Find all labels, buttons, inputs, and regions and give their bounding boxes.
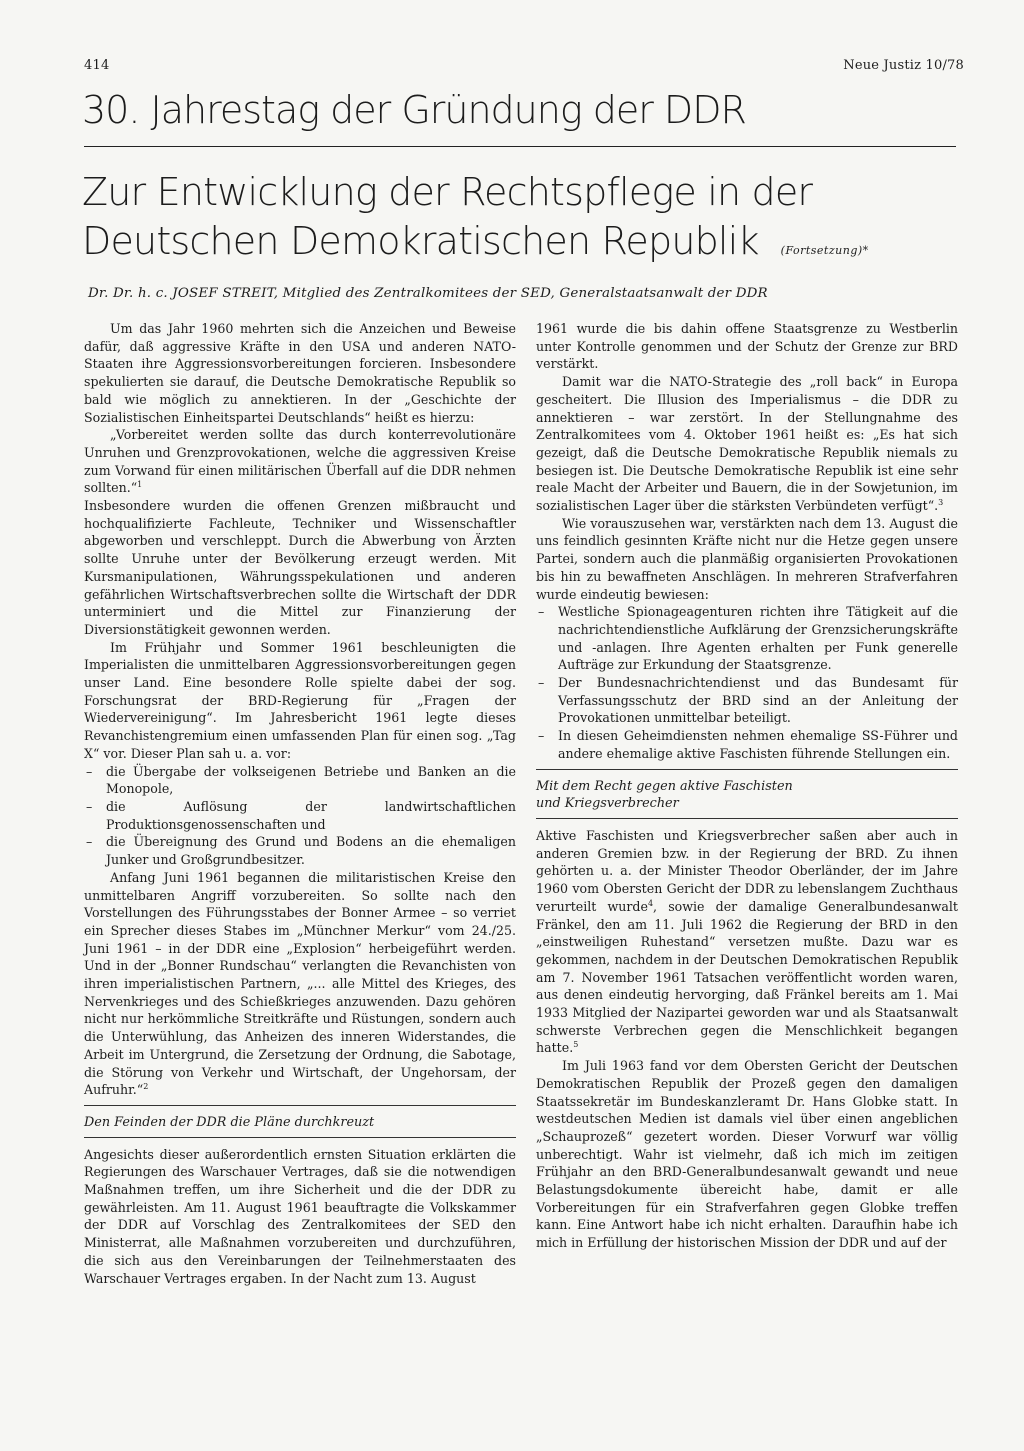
paragraph: Insbesondere wurden die offenen Grenzen mißbraucht und hochqualifizierte Fachleute, Techniker und Wissenschaftler abgeworben und verschleppt. Durch die Abwerbung von Ärzten sollte Unruhe unter der Bevölkerung erzeugt werden. Mit Kursmanipulationen, Währungsspekulationen und anderen gefährlichen Wirtschaftsverbrechen sollte die Wirtschaft der DDR unterminiert und die Mittel zur Finanzierung der Diversionstätigkeit gewonnen werden. [84, 498, 516, 637]
list-item: – In diesen Geheimdiensten nehmen ehemalige SS-Führer und andere ehemalige aktive Faschisten führende Stellungen ein. [536, 727, 958, 762]
right-column [536, 320, 958, 1252]
paragraph-text: , sowie der damalige Generalbundesanwalt Fränkel, den am 11. Juli 1962 die Regierung der BRD in den „einstweiligen Ruhestand“ versetzen mußte. Dazu war es gekommen, nachdem in der Deutschen Demokratischen Republik am 7. November 1961 Tatsachen veröffentlicht worden waren, aus denen eindeutig hervorging, daß Fränkel bereits am 1. Mai 1933 Mitglied der Nazipartei geworden war und als Staatsanwalt schwerste Verbrechen gegen die Menschlichkeit begangen hatte. [536, 898, 958, 1056]
paragraph: Im Juli 1963 fand vor dem Obersten Gericht der Deutschen Demokratischen Republik der Prozeß gegen den damaligen Staatssekretär im Bundeskanzleramt Dr. Hans Globke statt. In westdeutschen Medien ist damals viel über einen angeblichen „Schauprozeß“ gezetert worden. Dieser Vorwurf war völlig unberechtigt. Wahr ist vielmehr, daß ich mich im zeitigen Frühjahr an den BRD-Generalbundesanwalt gewandt und neue Belastungsdokumente übereicht habe, damit er alle Vorbereitungen für ein Strafverfahren gegen Globke treffen kann. Eine Antwort habe ich nicht erhalten. Daraufhin habe ich mich in Erfüllung der historischen Mission der DDR und auf der [536, 1058, 958, 1251]
continued-note: (Fortsetzung)* [780, 244, 869, 257]
paragraph: Wie vorauszusehen war, verstärkten nach dem 13. August die uns feindlich gesinnten Kräfte nicht nur die Hetze gegen unsere Partei, sondern auch die planmäßig organisierten Provokationen bis hin zu bewaffneten Anschlägen. In mehreren Strafverfahren wurde eindeutig bewiesen: [536, 515, 958, 602]
plan-list [84, 763, 516, 869]
footnote-ref: 3 [938, 498, 944, 508]
running-header [84, 58, 964, 73]
footnote-ref: 5 [573, 1040, 579, 1050]
paragraph: Im Frühjahr und Sommer 1961 beschleunigten die Imperialisten die unmittelbaren Aggressionsvorbereitungen gegen unser Land. Eine besondere Rolle spielte dabei der sog. Forschungsrat der BRD-Regierung für „Fragen der Wiedervereinigung“. Im Jahresbericht 1961 legte dieses Revanchistengremium einen umfassenden Plan für einen sog. „Tag X“ vor. Dieser Plan sah u. a. vor: [84, 639, 516, 761]
paragraph [536, 827, 958, 1057]
journal-issue: Neue Justiz 10/78 [843, 58, 964, 73]
paragraph-text: Damit war die NATO-Strategie des „roll back“ in Europa gescheitert. Die Illusion des Imperialismus – die DDR zu annektieren – war zerstört. In der Stellungnahme des Zentralkomitees vom 4. Oktober 1961 heißt es: „Es hat sich gezeigt, daß die Deutsche Demokratische Republik niemals zu besiegen ist. Die Deutsche Demokratische Republik ist eine sehr reale Macht der Arbeiter und Bauern, die in der Sowjetunion, im sozialistischen Lager über die stärksten Verbündeten verfügt“. [536, 374, 958, 514]
article-title [82, 168, 962, 275]
footnote-ref: 4 [647, 898, 654, 908]
subheading-line-2: und Kriegsverbrecher [536, 796, 679, 812]
quotation [84, 426, 516, 497]
footnote-ref: 2 [143, 1082, 149, 1092]
list-item: – die Auflösung der landwirtschaftlichen Produktionsgenossenschaften und [84, 798, 516, 833]
paragraph [536, 373, 958, 515]
paragraph: Um das Jahr 1960 mehrten sich die Anzeichen und Beweise dafür, daß aggressive Kräfte in den USA und anderen NATO-Staaten ihre Aggressionsvorbereitungen forcieren. Insbesondere spekulierten sie darauf, die Deutsche Demokratische Republik so bald wie möglich zu annektieren. In der „Geschichte der Sozialistischen Einheitspartei Deutschlands“ heißt es hierzu: [84, 321, 516, 425]
page-number: 414 [84, 58, 110, 73]
quote-text: „Vorbereitet werden sollte das durch konterrevolutionäre Unruhen und Grenzprovokationen, welche die aggressiven Kreise zum Vorwand für einen militärischen Überfall auf die DDR nehmen sollten.“ [84, 427, 516, 496]
author-byline: Dr. Dr. h. c. JOSEF STREIT, Mitglied des Zentralkomitees der SED, Generalstaatsanwalt der DDR [88, 286, 768, 301]
list-item: – die Übereignung des Grund und Bodens an die ehemaligen Junker und Großgrundbesitzer. [84, 833, 516, 868]
list-item: – Westliche Spionageagenturen richten ihre Tätigkeit auf die nachrichtendienstliche Aufklärung der Grenzsicherungskräfte und -anlagen. Ihre Agenten erhalten per Funk generelle Aufträge zur Erkundung der Staatsgrenze. [536, 603, 958, 674]
subheading-line-1: Mit dem Recht gegen aktive Faschisten [536, 778, 793, 794]
left-column [84, 320, 516, 1287]
title-rule [84, 146, 956, 147]
footnote-ref: 1 [137, 480, 143, 490]
title-line-1: Zur Entwicklung der Rechtspflege in der [82, 170, 813, 214]
title-line-2: Deutschen Demokratischen Republik [82, 219, 759, 263]
section-kicker: 30. Jahrestag der Gründung der DDR [82, 88, 746, 132]
evidence-list [536, 603, 958, 762]
list-item: – Der Bundesnachrichtendienst und das Bundesamt für Verfassungsschutz der BRD sind an der Anleitung der Provokationen unmittelbar beteiligt. [536, 674, 958, 727]
paragraph: 1961 wurde die bis dahin offene Staatsgrenze zu Westberlin unter Kontrolle genommen und der Schutz der Grenze zur BRD verstärkt. [536, 321, 958, 372]
paragraph: Angesichts dieser außerordentlich ernsten Situation erklärten die Regierungen des Warschauer Vertrages, daß sie die notwendigen Maßnahmen treffen, um ihre Sicherheit und die der DDR zu gewährleisten. Am 11. August 1961 beauftragte die Volkskammer der DDR auf Vorschlag des Zentralkomitees der SED den Ministerrat, alle Maßnahmen vorzubereiten und durchzuführen, die sich aus den Vereinbarungen der Teilnehmerstaaten des Warschauer Vertrages ergaben. In der Nacht zum 13. August [84, 1146, 516, 1286]
paragraph-text: Aktive Faschisten und Kriegsverbrecher saßen aber auch in anderen Gremien bzw. in der Regierung der BRD. Zu ihnen gehörten u. a. der Minister Theodor Oberländer, der im Jahre 1960 vom Obersten Gericht der DDR zu lebenslangem Zuchthaus verurteilt wurde [536, 827, 958, 914]
section-subheading: Den Feinden der DDR die Pläne durchkreuzt [84, 1105, 516, 1138]
section-subheading [536, 769, 958, 819]
paragraph [84, 869, 516, 1099]
paragraph-text: Anfang Juni 1961 begannen die militaristischen Kreise den unmittelbaren Angriff vorzubereiten. So sollte nach den Vorstellungen des Führungsstabes der Bonner Armee – so verriet ein Sprecher dieses Stabes im „Münchner Merkur“ vom 24./25. Juni 1961 – in der DDR eine „Explosion“ herbeigeführt werden. Und in der „Bonner Rundschau“ verlangten die Revanchisten von ihren imperialistischen Partnern, „... alle Mittel des Krieges, des Nervenkrieges und des Schießkrieges anzuwenden. Dazu gehören nicht nur herkömmliche Streitkräfte und Rüstungen, sondern auch die Unterwühlung, das Anheizen des inneren Widerstandes, die Arbeit im Untergrund, die Zersetzung der Ordnung, die Sabotage, die Störung von Verkehr und Wirtschaft, der Ungehorsam, der Aufruhr.“ [84, 869, 516, 1098]
list-item: – die Übergabe der volkseigenen Betriebe und Banken an die Monopole, [84, 763, 516, 798]
